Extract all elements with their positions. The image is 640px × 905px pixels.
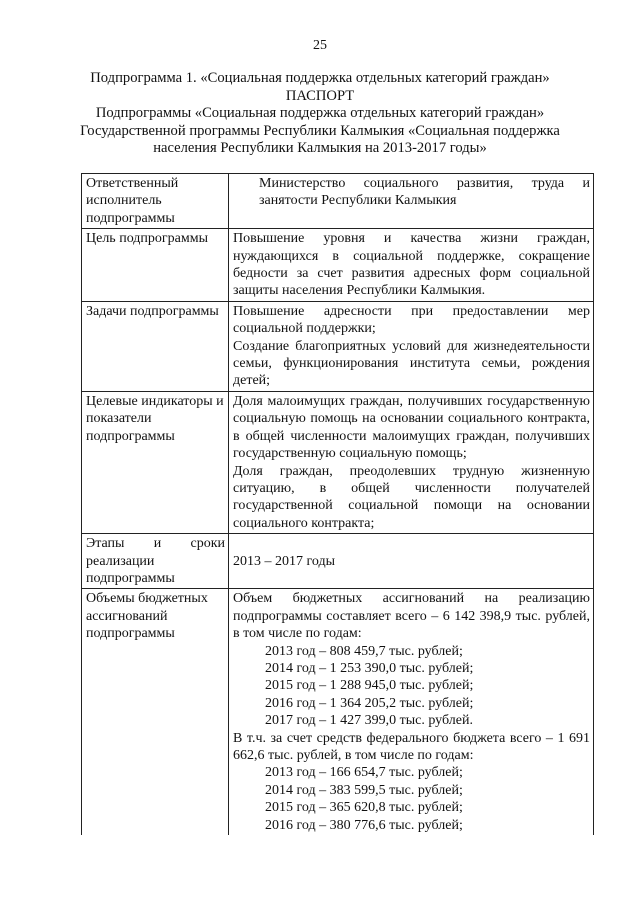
passport-subtitle: Подпрограммы «Социальная поддержка отдельных категорий граждан» (95, 105, 545, 121)
table-row (82, 174, 594, 229)
budget-intro: Объем бюджетных ассигнований на реализацию подпрограммы составляет всего – 6 142 398,9 тыс. рублей, в том числе по годам: (233, 591, 590, 642)
table-row (82, 229, 594, 302)
federal-year-line: 2015 год – 365 620,8 тыс. рублей; (265, 800, 463, 816)
federal-year-line: 2014 год – 383 599,5 тыс. рублей; (265, 782, 463, 798)
subprogram-title: Подпрограмма 1. «Социальная поддержка отдельных категорий граждан» (90, 70, 550, 86)
row-label: Объемы бюджетных ассигнований подпрограммы (82, 589, 229, 835)
table-row (82, 589, 594, 835)
federal-budget-intro: В т.ч. за счет средств федерального бюджета всего – 1 691 662,6 тыс. рублей, в том числе по годам: (233, 730, 590, 763)
budget-year-line: 2015 год – 1 288 945,0 тыс. рублей; (265, 678, 474, 694)
table-row (82, 534, 594, 589)
row-label: Цель подпрограммы (82, 229, 229, 302)
row-content (229, 301, 594, 391)
page-number: 25 (313, 38, 327, 53)
row-label: Целевые индикаторы и показатели подпрограммы (82, 391, 229, 533)
row-label: Этапы и сроки реализации подпрограммы (82, 534, 229, 589)
row-content (229, 391, 594, 533)
state-program-title: Государственной программы Республики Калмыкия «Социальная поддержка (80, 122, 560, 139)
row-label: Задачи подпрограммы (82, 301, 229, 391)
federal-year-line: 2013 год – 166 654,7 тыс. рублей; (265, 765, 463, 781)
row-content: Министерство социального развития, труда и занятости Республики Калмыкия (229, 174, 594, 229)
row-label: Ответственный исполнитель подпрограммы (82, 174, 229, 229)
document-heading (60, 70, 580, 158)
indicator-item: Доля малоимущих граждан, получивших государственную социальную помощь на основании социального контракта, в общей численности малоимущих граждан, получивших государственную социальную помощь; (233, 393, 590, 462)
federal-year-line: 2016 год – 380 776,6 тыс. рублей; (265, 817, 463, 833)
row-content: Повышение уровня и качества жизни граждан, нуждающихся в социальной поддержке, сокращение бедности за счет развития адресных форм социальной защиты населения Республики Калмыкия. (229, 229, 594, 302)
row-content (229, 589, 594, 835)
budget-year-line: 2014 год – 1 253 390,0 тыс. рублей; (265, 660, 474, 676)
table-row (82, 301, 594, 391)
budget-year-line: 2013 год – 808 459,7 тыс. рублей; (265, 643, 463, 659)
table-row (82, 391, 594, 533)
budget-year-line: 2016 год – 1 364 205,2 тыс. рублей; (265, 695, 474, 711)
budget-year-line: 2017 год – 1 427 399,0 тыс. рублей. (265, 713, 473, 729)
indicator-item: Доля граждан, преодолевших трудную жизненную ситуацию, в общей численности получателей государственной социальной помощи на основании социального контракта; (233, 463, 590, 531)
row-content: 2013 – 2017 годы (229, 534, 594, 589)
task-item: Создание благоприятных условий для жизнедеятельности семьи, функционирования института семьи, рождения детей; (233, 338, 590, 389)
state-program-title-cont: населения Республики Калмыкия на 2013-2017 годы» (153, 140, 487, 156)
passport-title: ПАСПОРТ (285, 87, 355, 104)
passport-table (81, 173, 594, 835)
task-item: Повышение адресности при предоставлении мер социальной поддержки; (233, 303, 590, 337)
